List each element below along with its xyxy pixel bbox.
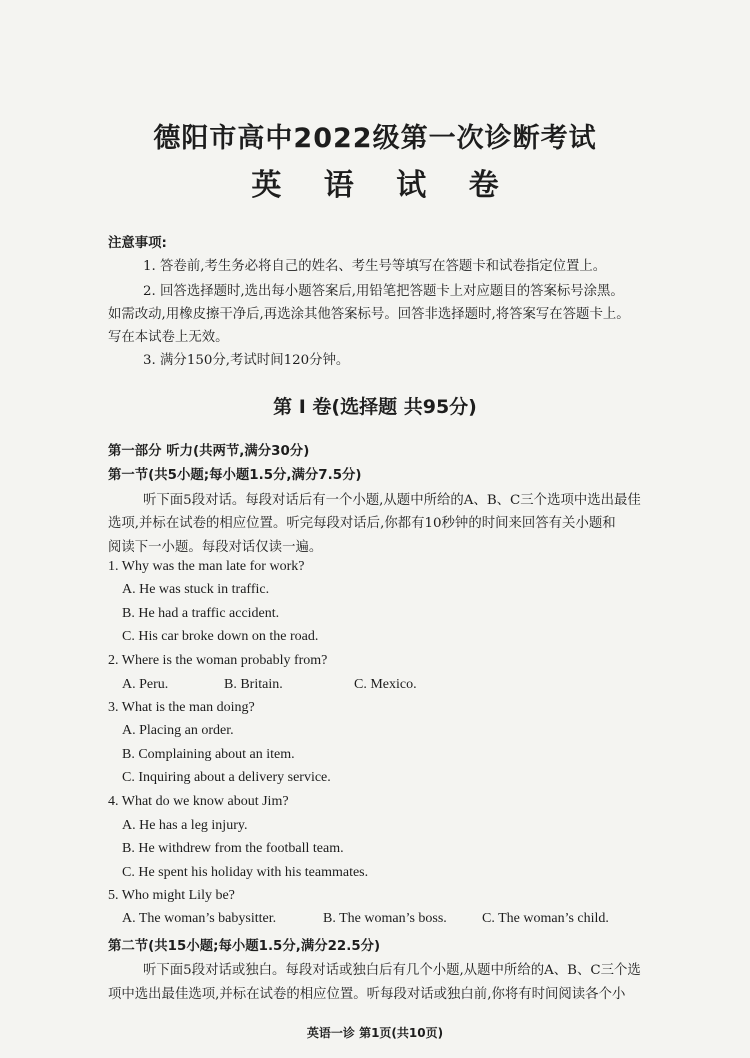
section-2-intro-line-2: 项中选出最佳选项,并标在试卷的相应位置。听每段对话或独白前,你将有时间阅读各个小: [108, 987, 626, 1002]
exam-title: 德阳市高中2022级第一次诊断考试: [153, 123, 597, 154]
note-item-2-line-3: 写在本试卷上无效。: [108, 330, 229, 345]
question-option: A. Peru.: [122, 677, 169, 692]
section-2-intro-line-1: 听下面5段对话或独白。每段对话或独白后有几个小题,从题中所给的A、B、C三个选: [143, 963, 641, 978]
question-option: C. Inquiring about a delivery service.: [122, 770, 331, 785]
question-option: C. His car broke down on the road.: [122, 629, 319, 644]
question-option: A. He has a leg injury.: [122, 818, 248, 833]
section-1-intro-line-1: 听下面5段对话。每段对话后有一个小题,从题中所给的A、B、C三个选项中选出最佳: [143, 493, 641, 508]
exam-subject: 英 语 试 卷: [251, 168, 515, 203]
volume-heading: 第 Ⅰ 卷(选择题 共95分): [273, 396, 477, 418]
question-stem: 2. Where is the woman probably from?: [108, 653, 328, 668]
page-footer: 英语一诊 第1页(共10页): [306, 1026, 444, 1040]
question-option: B. He withdrew from the football team.: [122, 841, 344, 856]
note-item-2-line-2: 如需改动,用橡皮擦干净后,再选涂其他答案标号。回答非选择题时,将答案写在答题卡上。: [108, 307, 630, 322]
question-option: B. The woman’s boss.: [323, 911, 447, 926]
question-option: B. He had a traffic accident.: [122, 606, 280, 621]
question-stem: 4. What do we know about Jim?: [108, 794, 289, 809]
section-1-intro-line-3: 阅读下一小题。每段对话仅读一遍。: [108, 540, 323, 555]
question-stem: 3. What is the man doing?: [108, 700, 255, 715]
question-option: B. Complaining about an item.: [122, 747, 295, 762]
note-item-2-line-1: 2. 回答选择题时,选出每小题答案后,用铅笔把答题卡上对应题目的答案标号涂黑。: [143, 284, 624, 299]
question-option: C. The woman’s child.: [482, 911, 609, 926]
note-item-3: 3. 满分150分,考试时间120分钟。: [143, 353, 350, 368]
note-item-1: 1. 答卷前,考生务必将自己的姓名、考生号等填写在答题卡和试卷指定位置上。: [143, 259, 607, 274]
question-option: A. Placing an order.: [122, 723, 234, 738]
question-option: A. The woman’s babysitter.: [122, 911, 277, 926]
question-option: B. Britain.: [224, 677, 283, 692]
question-stem: 1. Why was the man late for work?: [108, 559, 305, 574]
question-option: C. He spent his holiday with his teammates.: [122, 865, 369, 880]
question-stem: 5. Who might Lily be?: [108, 888, 235, 903]
question-option: A. He was stuck in traffic.: [122, 582, 270, 597]
section-1-heading: 第一节(共5小题;每小题1.5分,满分7.5分): [108, 468, 362, 483]
notes-heading: 注意事项:: [108, 236, 167, 251]
section-1-intro-line-2: 选项,并标在试卷的相应位置。听完每段对话后,你都有10秒钟的时间来回答有关小题和: [108, 516, 616, 531]
section-2-heading: 第二节(共15小题;每小题1.5分,满分22.5分): [108, 939, 381, 954]
question-option: C. Mexico.: [354, 677, 417, 692]
part-1-heading: 第一部分 听力(共两节,满分30分): [108, 444, 310, 459]
